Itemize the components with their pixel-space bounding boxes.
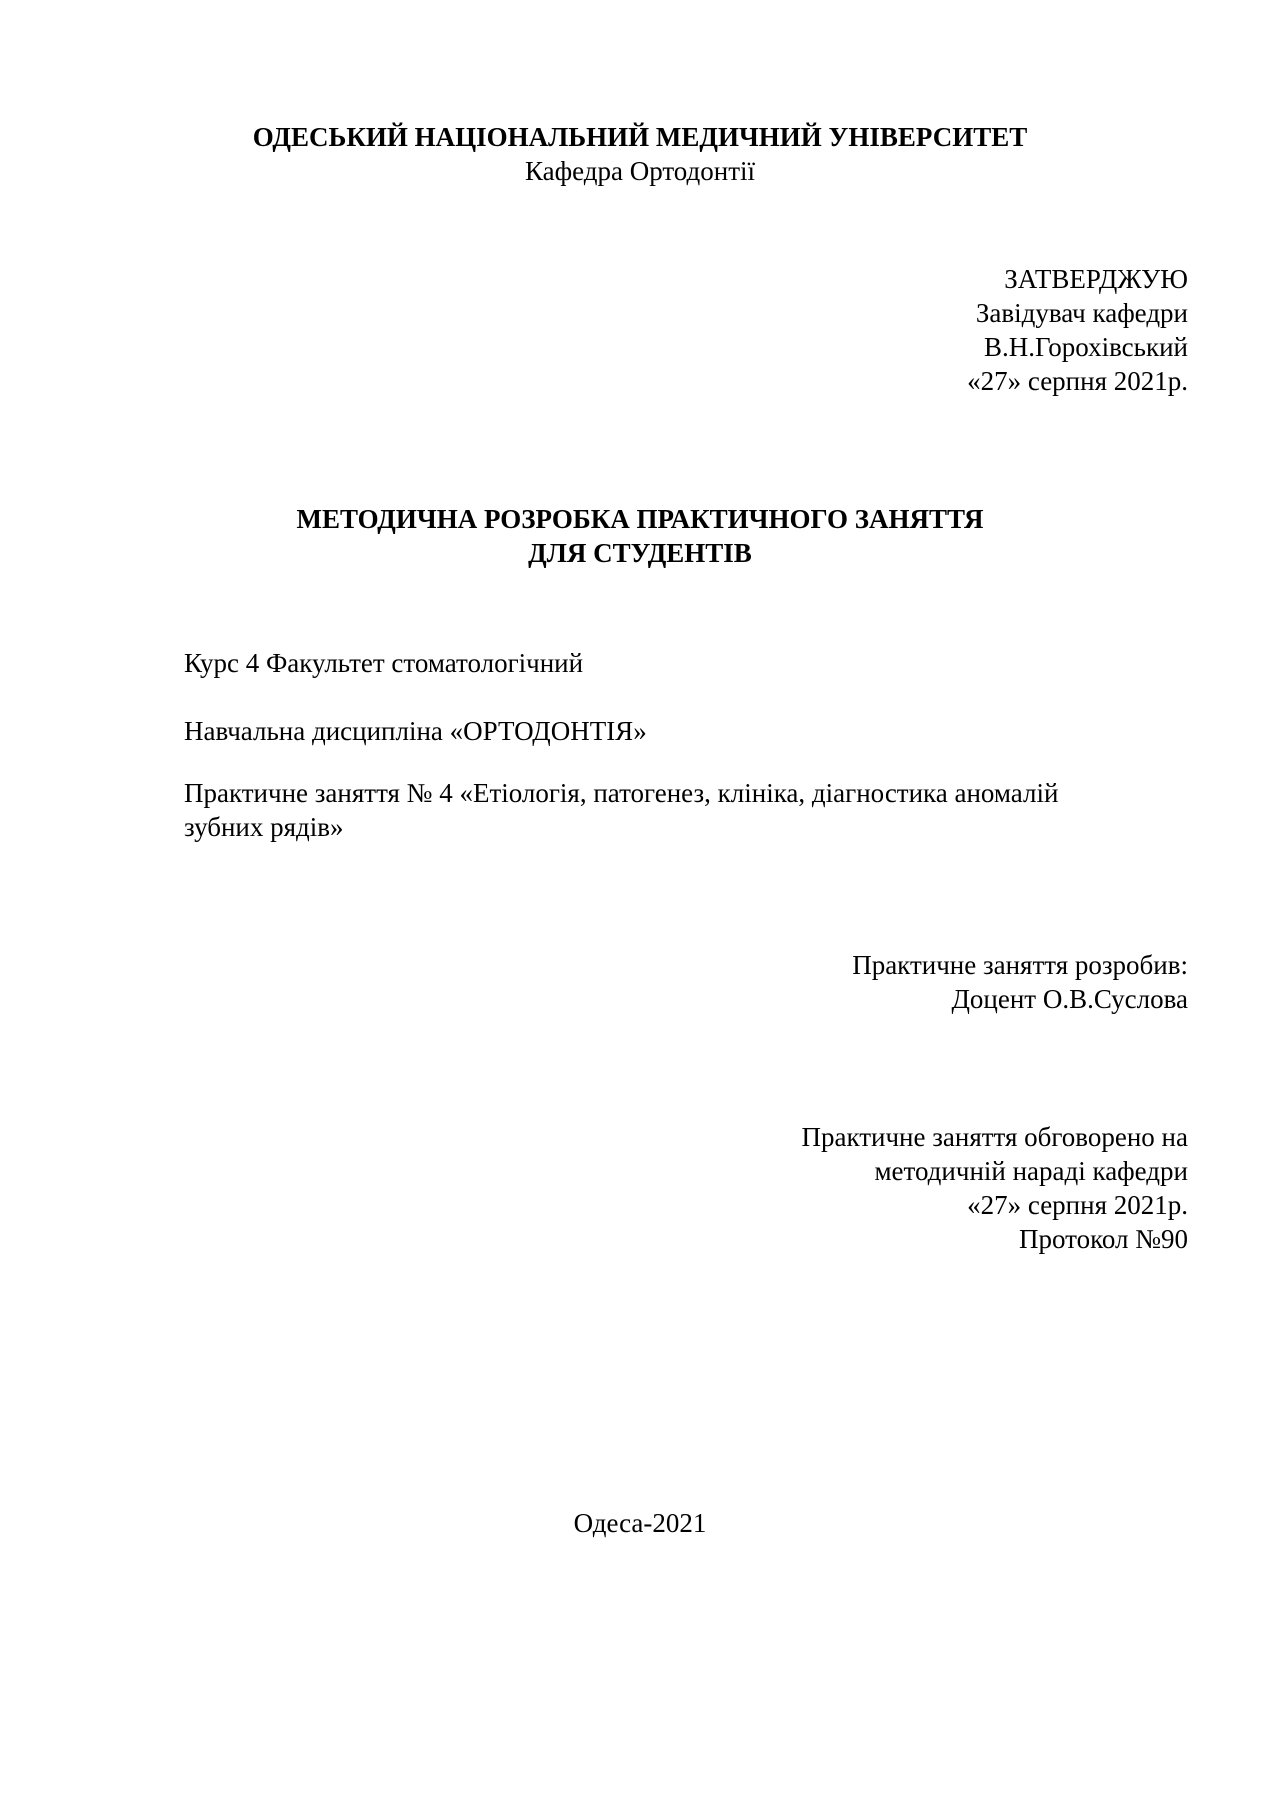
discipline-line: Навчальна дисципліна «ОРТОДОНТІЯ» [184,716,647,746]
header-block [0,120,1280,188]
author-block [700,948,1188,1016]
protocol-number: Протокол №90 [1019,1224,1188,1254]
university-name: ОДЕСЬКИЙ НАЦІОНАЛЬНИЙ МЕДИЧНИЙ УНІВЕРСИТЕТ [252,122,1028,152]
discussion-date: «27» серпня 2021р. [967,1190,1188,1220]
discussion-line-2: методичній нараді кафедри [874,1156,1188,1186]
author-label: Практичне заняття розробив: [852,950,1188,980]
lesson-info [184,776,1184,844]
approval-date: «27» серпня 2021р. [967,366,1188,396]
author-name: Доцент О.В.Суслова [951,984,1188,1014]
lesson-line-2: зубних рядів» [184,812,344,842]
approval-position: Завідувач кафедри [975,298,1188,328]
footer-block [0,1506,1280,1540]
title-line-1: МЕТОДИЧНА РОЗРОБКА ПРАКТИЧНОГО ЗАНЯТТЯ [296,504,984,534]
approval-name: В.Н.Горохівський [984,332,1188,362]
title-line-2: ДЛЯ СТУДЕНТІВ [528,538,752,568]
approval-block [700,262,1188,398]
department-name: Кафедра Ортодонтії [524,156,756,186]
city-year: Одеса-2021 [573,1508,707,1538]
discussion-block [700,1120,1188,1256]
course-line: Курс 4 Факультет стоматологічний [184,648,584,678]
approval-heading: ЗАТВЕРДЖУЮ [1004,264,1188,294]
document-title [0,502,1280,570]
discussion-line-1: Практичне заняття обговорено на [801,1122,1188,1152]
discipline-info [184,714,1184,748]
course-info [184,646,1184,680]
lesson-line-1: Практичне заняття № 4 «Етіологія, патогенез, клініка, діагностика аномалій [184,778,1059,808]
